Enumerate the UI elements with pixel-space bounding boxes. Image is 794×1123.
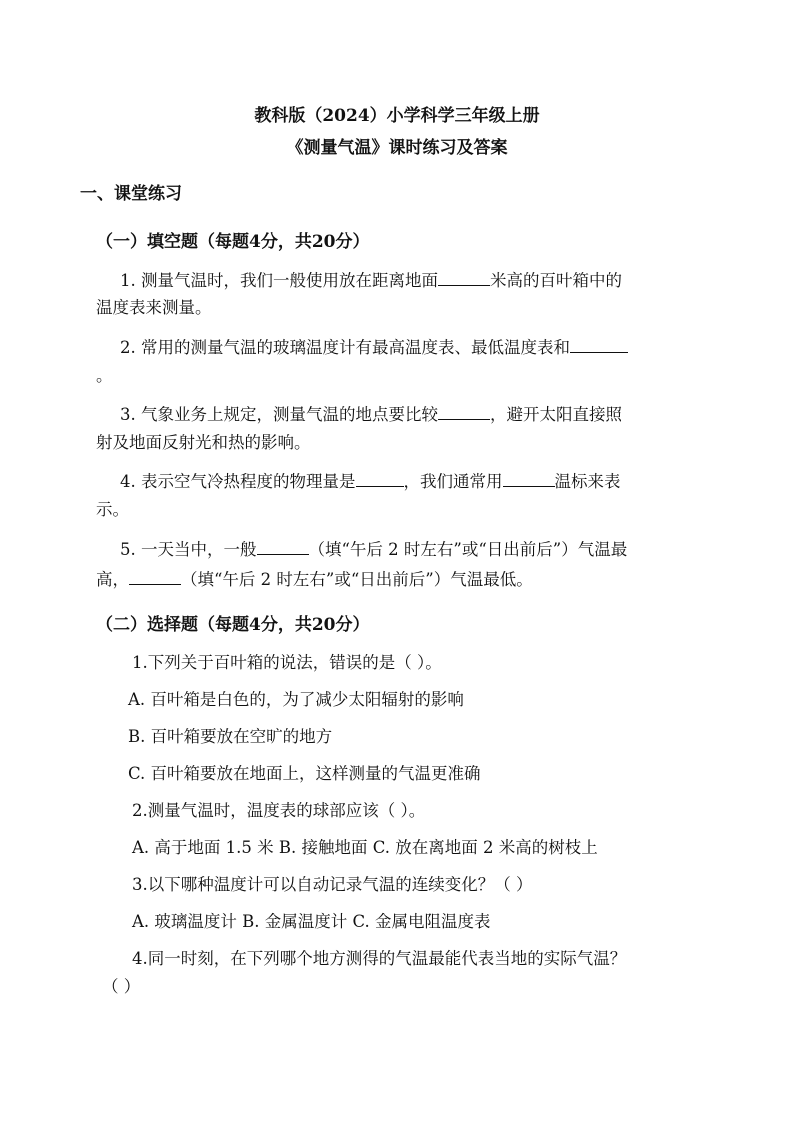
fill-q1-blank [438, 268, 490, 286]
fill-q2-line2: 。 [96, 366, 113, 385]
fill-q5-line1 [120, 537, 627, 561]
fill-q3-text-b: ，避开太阳直接照 [490, 405, 622, 424]
fill-q4-text-c: 温标来表 [554, 472, 621, 491]
choice-q2-options: A. 高于地面 1.5 米 B. 接触地面 C. 放在离地面 2 米高的树枝上 [132, 838, 598, 857]
fill-q2-line1 [120, 335, 628, 359]
choice-q1: 1.下列关于百叶箱的说法，错误的是（ ）。 [132, 653, 442, 672]
choice-q4: 4.同一时刻，在下列哪个地方测得的气温最能代表当地的实际气温？ [132, 949, 627, 968]
fill-q3-line1 [120, 402, 622, 426]
fill-q4-blank-2 [503, 469, 555, 487]
fill-q5-text-b: （填“午后 2 时左右”或“日出前后”）气温最 [308, 540, 628, 559]
fill-q5-line2 [96, 567, 533, 591]
fill-q1-text-b: 米高的百叶箱中的 [490, 271, 622, 290]
choice-q2: 2.测量气温时，温度表的球部应该（ ）。 [132, 801, 426, 820]
fill-q3-line2: 射及地面反射光和热的影响。 [96, 433, 311, 452]
fill-q5-text-c: 高， [96, 570, 129, 589]
fill-q2-blank [570, 335, 628, 353]
fill-q5-blank-2 [129, 567, 181, 585]
fill-q3-text-a: 3. 气象业务上规定，测量气温的地点要比较 [120, 405, 438, 424]
fill-q5-text-a: 5. 一天当中，一般 [120, 540, 257, 559]
fill-q1-line2: 温度表来测量。 [96, 298, 212, 317]
title-line-2: 《测量气温》课时练习及答案 [286, 138, 508, 158]
choice-q1-option-c: C. 百叶箱要放在地面上，这样测量的气温更准确 [128, 764, 481, 783]
fill-q4-text-b: ，我们通常用 [403, 472, 503, 491]
choice-q3: 3.以下哪种温度计可以自动记录气温的连续变化？（ ） [132, 875, 533, 894]
choice-q3-options: A. 玻璃温度计 B. 金属温度计 C. 金属电阻温度表 [132, 912, 491, 931]
fill-q4-blank-1 [356, 469, 404, 487]
choice-q1-option-a: A. 百叶箱是白色的，为了减少太阳辐射的影响 [128, 690, 464, 709]
fill-q5-text-d: （填“午后 2 时左右”或“日出前后”）气温最低。 [181, 570, 533, 589]
choice-q4-paren: （ ） [102, 977, 141, 996]
choice-q1-option-b: B. 百叶箱要放在空旷的地方 [128, 727, 333, 746]
fill-q3-blank [438, 402, 490, 420]
fill-q2-text-a: 2. 常用的测量气温的玻璃温度计有最高温度表、最低温度表和 [120, 338, 570, 357]
fill-blank-heading: （一）填空题（每题4分，共20分） [96, 232, 370, 252]
fill-q4-text-a: 4. 表示空气冷热程度的物理量是 [120, 472, 356, 491]
fill-q4-line2: 示。 [96, 500, 129, 519]
fill-q1-line1 [120, 268, 622, 292]
title-line-1: 教科版（2024）小学科学三年级上册 [254, 106, 540, 126]
fill-q1-text-a: 1. 测量气温时，我们一般使用放在距离地面 [120, 271, 438, 290]
multiple-choice-heading: （二）选择题（每题4分，共20分） [96, 615, 370, 635]
fill-q5-blank-1 [257, 537, 309, 555]
section-heading-classroom-practice: 一、课堂练习 [80, 184, 182, 204]
fill-q4-line1 [120, 469, 621, 493]
